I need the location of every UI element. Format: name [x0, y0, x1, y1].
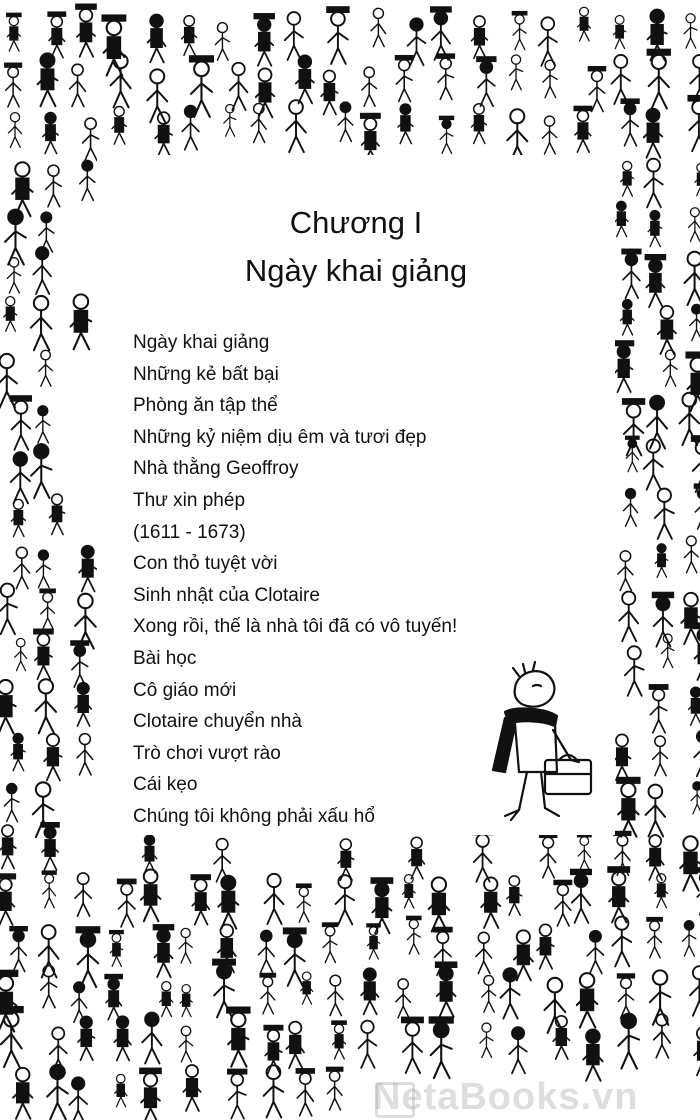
doodle-figure	[509, 1027, 526, 1073]
doodle-figure	[613, 734, 630, 780]
doodle-figure	[147, 69, 167, 122]
doodle-figure	[111, 54, 131, 107]
doodle-figure	[645, 255, 665, 307]
doodle-figure	[554, 880, 571, 926]
doodle-figure	[694, 623, 700, 680]
doodle-figure	[0, 971, 17, 1032]
doodle-figure	[39, 212, 54, 252]
doodle-figure	[182, 16, 197, 56]
doodle-figure	[80, 160, 95, 200]
doodle-figure	[621, 161, 634, 196]
doodle-figure	[36, 679, 56, 733]
doodle-figure	[39, 925, 59, 977]
doodle-figure	[49, 494, 64, 534]
doodle-figure	[398, 104, 413, 144]
doodle-figure	[15, 638, 27, 670]
doodle-figure	[685, 252, 700, 305]
doodle-figure	[661, 634, 674, 668]
doodle-figure	[264, 1065, 284, 1117]
doodle-figure	[588, 67, 605, 112]
doodle-figure	[396, 979, 411, 1018]
doodle-figure	[689, 687, 700, 725]
doodle-figure	[338, 839, 354, 880]
doodle-figure	[160, 982, 173, 1017]
doodle-figure	[571, 870, 591, 923]
contents-item: Sinh nhật của Clotaire	[133, 584, 320, 606]
chapter-title: Ngày khai giảng	[244, 253, 468, 288]
doodle-figure	[644, 109, 663, 158]
doodle-figure	[14, 547, 30, 588]
doodle-figure	[359, 1021, 377, 1068]
contents-item: Cô giáo mới	[133, 679, 237, 701]
contents-item: Ngày khai giảng	[133, 332, 270, 353]
doodle-figure	[682, 921, 695, 956]
doodle-figure	[644, 159, 662, 208]
doodle-figure	[323, 923, 338, 963]
doodle-figure	[539, 17, 557, 65]
doodle-figure	[258, 930, 274, 972]
doodle-figure	[608, 867, 629, 922]
doodle-figure	[0, 874, 15, 925]
doodle-figure	[78, 1016, 95, 1060]
doodle-figure	[361, 968, 378, 1014]
doodle-figure	[38, 53, 58, 106]
doodle-figure	[103, 15, 126, 75]
doodle-figure	[0, 825, 16, 868]
doodle-figure	[44, 734, 62, 781]
doodle-figure	[5, 63, 22, 107]
contents-item: (1611 - 1673)	[133, 521, 246, 543]
doodle-figure	[115, 1074, 127, 1106]
doodle-figure	[11, 499, 25, 536]
doodle-figure	[512, 12, 526, 50]
doodle-figure	[471, 16, 487, 58]
watermark-text: NetaBooks.vn	[373, 1076, 639, 1118]
doodle-figure	[48, 12, 65, 58]
doodle-figure	[5, 783, 19, 821]
doodle-figure	[105, 975, 122, 1020]
doodle-figure	[254, 14, 274, 66]
doodle-figure	[286, 100, 306, 152]
doodle-figure	[553, 1016, 569, 1059]
doodle-figure	[40, 589, 55, 629]
doodle-figure	[649, 685, 667, 733]
doodle-figure	[114, 1016, 131, 1060]
doodle-figure	[41, 966, 57, 1008]
doodle-figure	[148, 15, 166, 63]
doodle-figure	[437, 54, 454, 99]
doodle-figure	[613, 16, 625, 49]
doodle-figure	[648, 211, 662, 247]
doodle-figure	[264, 1026, 282, 1074]
doodle-figure	[477, 57, 496, 106]
doodle-figure	[36, 406, 50, 443]
doodle-figure	[182, 106, 199, 150]
doodle-figure	[430, 1017, 453, 1078]
doodle-figure	[695, 163, 700, 195]
doodle-figure	[614, 341, 633, 392]
doodle-figure	[191, 875, 210, 925]
doodle-figure	[336, 875, 355, 924]
doodle-figure	[689, 208, 700, 242]
doodle-figure	[663, 350, 677, 386]
contents-item: Nhà thằng Geoffroy	[133, 458, 299, 480]
doodle-figure	[7, 13, 21, 51]
doodle-figure	[623, 489, 637, 527]
doodle-figure	[141, 869, 161, 921]
doodle-figure	[46, 165, 62, 207]
doodle-figure	[481, 877, 500, 928]
doodle-figure	[296, 55, 314, 103]
doodle-figure	[10, 927, 27, 972]
doodle-figure	[587, 931, 603, 974]
doodle-figure	[265, 874, 284, 924]
doodle-figure	[403, 875, 416, 908]
doodle-figure	[543, 60, 557, 97]
doodle-figure	[286, 1022, 304, 1069]
doodle-figure	[647, 918, 662, 958]
doodle-figure	[0, 1007, 23, 1067]
doodle-figure	[0, 680, 16, 734]
doodle-figure	[31, 296, 52, 350]
doodle-figure	[75, 683, 91, 726]
doodle-figure	[409, 837, 425, 879]
doodle-figure	[583, 1030, 602, 1081]
doodle-figure	[653, 736, 668, 776]
doodle-figure	[480, 1023, 493, 1057]
doodle-figure	[686, 352, 700, 411]
doodle-figure	[618, 551, 633, 591]
doodle-figure	[142, 835, 156, 873]
doodle-figure	[71, 641, 88, 687]
doodle-figure	[76, 4, 96, 56]
doodle-figure	[691, 782, 700, 814]
doodle-figure	[218, 876, 238, 929]
contents-item: Chúng tôi không phải xấu hổ	[133, 805, 375, 827]
doodle-figure	[77, 927, 100, 987]
doodle-figure	[224, 104, 236, 136]
doodle-figure	[431, 7, 451, 60]
doodle-figure	[482, 976, 496, 1013]
doodle-figure	[5, 210, 26, 265]
doodle-figure	[297, 884, 311, 922]
doodle-figure	[476, 932, 492, 973]
doodle-figure	[79, 546, 96, 592]
doodle-figure	[75, 873, 91, 916]
doodle-figure	[655, 544, 668, 578]
doodle-figure	[655, 489, 674, 539]
contents-item: Những kỷ niệm dịu êm và tươi đẹp	[133, 426, 427, 448]
doodle-figure	[617, 778, 639, 837]
doodle-figure	[690, 966, 700, 1016]
doodle-figure	[183, 1065, 200, 1111]
doodle-figure	[684, 536, 698, 573]
doodle-figure	[473, 830, 493, 882]
doodle-figure	[338, 102, 353, 141]
doodle-figure	[690, 304, 700, 340]
doodle-figure	[694, 730, 700, 776]
doodle-figure	[11, 733, 25, 770]
doodle-figure	[110, 931, 124, 967]
doodle-figure	[694, 1027, 700, 1075]
doodle-figure	[507, 876, 522, 915]
doodle-figure	[0, 584, 17, 635]
doodle-figure	[578, 7, 591, 41]
doodle-figure	[540, 833, 557, 878]
doodle-figure	[625, 646, 644, 696]
contents-item: Trò chơi vượt rào	[133, 742, 281, 764]
doodle-figure	[618, 974, 635, 1018]
doodle-figure	[574, 106, 591, 152]
contents-item: Những kẻ bất bại	[133, 363, 279, 385]
doodle-figure	[31, 444, 51, 498]
doodle-figure	[396, 56, 413, 102]
doodle-figure	[77, 734, 93, 775]
doodle-figure	[688, 96, 700, 151]
doodle-figure	[71, 294, 92, 349]
doodle-figure	[622, 249, 641, 298]
contents-item: Bài học	[133, 647, 197, 669]
doodle-figure	[285, 12, 303, 60]
doodle-figure	[684, 14, 697, 48]
contents-list	[133, 327, 457, 833]
contents-item: Thư xin phép	[133, 489, 246, 511]
doodle-figure	[509, 55, 522, 90]
doodle-figure	[332, 1021, 346, 1059]
doodle-figure	[402, 1018, 423, 1074]
doodle-figure	[7, 258, 20, 293]
doodle-figure	[615, 201, 628, 236]
contents-item: Xong rồi, thế là nhà tôi đã có vô tuyến!	[133, 616, 458, 638]
doodle-figure	[407, 916, 421, 954]
doodle-figure	[142, 1013, 161, 1064]
doodle-figure	[501, 968, 520, 1018]
doodle-figure	[47, 1065, 68, 1120]
doodle-figure	[362, 67, 377, 106]
doodle-figure	[577, 973, 598, 1027]
doodle-figure	[4, 297, 17, 332]
doodle-figure	[8, 113, 21, 148]
doodle-figure	[328, 975, 343, 1015]
doodle-figure	[471, 104, 486, 144]
doodle-figure	[321, 70, 338, 114]
doodle-figure	[367, 924, 380, 959]
doodle-figure	[228, 1069, 247, 1118]
doodle-figure	[680, 836, 700, 890]
schoolboy-illustration	[475, 660, 605, 830]
doodle-figure	[646, 785, 666, 837]
doodle-figure	[658, 306, 676, 354]
doodle-figure	[215, 23, 229, 60]
contents-item: Cái kẹo	[133, 774, 198, 796]
doodle-figure	[34, 629, 53, 679]
doodle-figure	[70, 64, 86, 106]
doodle-figure	[251, 103, 266, 142]
doodle-figure	[327, 1067, 343, 1110]
doodle-figure	[118, 879, 136, 927]
doodle-figure	[180, 985, 192, 1017]
doodle-figure	[69, 1077, 87, 1120]
doodle-figure	[154, 925, 174, 977]
doodle-figure	[577, 834, 591, 870]
doodle-figure	[179, 1026, 192, 1062]
doodle-figure	[618, 1014, 639, 1069]
doodle-figure	[296, 1069, 314, 1116]
doodle-figure	[654, 1014, 670, 1058]
doodle-figure	[43, 113, 58, 154]
contents-item: Phòng ăn tập thể	[133, 395, 278, 417]
doodle-figure	[12, 162, 32, 216]
doodle-figure	[429, 877, 449, 931]
doodle-figure	[327, 7, 349, 64]
doodle-figure	[260, 973, 275, 1013]
contents-item: Con thỏ tuyệt vời	[133, 553, 278, 575]
doodle-figure	[41, 823, 59, 870]
doodle-figure	[619, 592, 638, 642]
doodle-figure	[179, 928, 192, 963]
doodle-figure	[33, 247, 51, 294]
doodle-figure	[256, 68, 274, 117]
chapter-number: Chương I	[289, 205, 423, 240]
doodle-figure	[371, 8, 385, 46]
contents-panel	[97, 155, 615, 835]
doodle-figure	[621, 99, 639, 146]
doodle-figure	[612, 55, 631, 104]
doodle-figure	[544, 978, 565, 1033]
doodle-figure	[36, 550, 50, 587]
doodle-figure	[621, 300, 634, 336]
doodle-figure	[644, 439, 663, 489]
doodle-figure	[301, 972, 313, 1004]
doodle-figure	[612, 917, 631, 967]
doodle-figure	[11, 452, 30, 503]
doodle-figure	[42, 871, 56, 908]
doodle-figure	[39, 350, 53, 386]
doodle-figure	[230, 63, 248, 110]
doodle-figure	[112, 106, 126, 144]
doodle-figure	[439, 116, 453, 153]
doodle-figure	[542, 116, 556, 154]
doodle-figure	[13, 1068, 32, 1119]
doodle-figure	[537, 924, 554, 969]
doodle-figure	[140, 1068, 161, 1120]
contents-item: Clotaire chuyển nhà	[133, 711, 302, 733]
